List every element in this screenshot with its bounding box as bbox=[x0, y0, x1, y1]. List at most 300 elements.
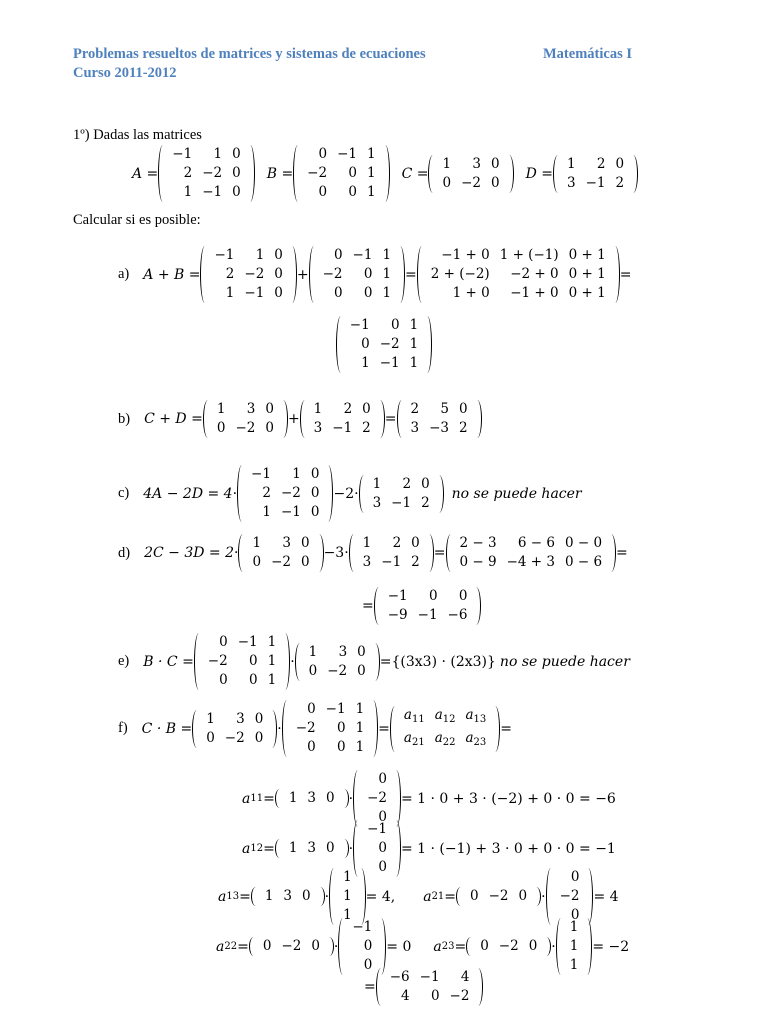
matrix-cell: 0 bbox=[252, 554, 262, 570]
matrix-body bbox=[406, 400, 473, 438]
left-paren bbox=[374, 587, 382, 625]
a21-calc: = 4 bbox=[593, 888, 619, 905]
matrix-cell: 0 bbox=[378, 859, 387, 875]
a21-name: a bbox=[423, 888, 432, 905]
left-paren bbox=[446, 534, 454, 572]
a12-row bbox=[275, 839, 349, 858]
matrix-cell: 0 bbox=[362, 401, 371, 417]
matrix-row bbox=[347, 937, 377, 956]
matrix-body bbox=[260, 887, 316, 906]
equals-sign: = bbox=[454, 938, 467, 955]
matrix-cell: 3 bbox=[246, 401, 256, 417]
a11-name: a bbox=[242, 790, 251, 807]
matrix-row bbox=[555, 868, 585, 887]
matrix-b bbox=[293, 145, 389, 202]
f-matrix-b bbox=[282, 700, 378, 757]
matrix-cell: 1 bbox=[569, 938, 579, 954]
matrix-cell-subscript: 21 bbox=[411, 736, 425, 748]
matrix-row bbox=[358, 553, 425, 572]
matrix-cell: −2 bbox=[281, 938, 302, 954]
left-paren bbox=[300, 400, 308, 438]
left-paren bbox=[203, 400, 211, 438]
matrix-row bbox=[345, 316, 423, 335]
matrix-cell: 1 bbox=[566, 155, 576, 172]
dot-sign: · bbox=[290, 653, 295, 670]
matrix-c-name: C = bbox=[401, 165, 429, 182]
matrix-body bbox=[385, 968, 475, 1006]
dot-sign: · bbox=[234, 545, 239, 561]
dot-sign: · bbox=[324, 888, 330, 905]
matrix-cell: 0 bbox=[265, 401, 274, 417]
right-paren bbox=[543, 937, 551, 956]
matrix-row bbox=[562, 155, 629, 174]
matrix-cell: 1 bbox=[313, 401, 323, 417]
matrix-body bbox=[426, 246, 611, 303]
matrix-cell: −6 bbox=[447, 607, 468, 623]
matrix-cell: 2 bbox=[402, 475, 412, 492]
e-matrix-c bbox=[295, 643, 380, 681]
equals-sign: = bbox=[444, 888, 457, 905]
a13-row bbox=[251, 887, 325, 906]
c-matrix-a bbox=[237, 465, 333, 522]
matrix-cell: 2 − 3 bbox=[459, 535, 497, 551]
matrix-cell-symbol: $a_{11}$ bbox=[403, 706, 425, 725]
right-paren bbox=[316, 534, 324, 572]
a-sum-matrix bbox=[417, 246, 620, 303]
matrix-cell: −6 bbox=[389, 969, 410, 985]
matrix-row bbox=[345, 354, 423, 373]
matrix-cell bbox=[430, 706, 461, 729]
matrix-body bbox=[565, 918, 584, 975]
a13-calc: = 4, bbox=[365, 888, 396, 905]
matrix-cell: −1 bbox=[237, 634, 258, 650]
matrix-row bbox=[291, 700, 369, 719]
matrix-row bbox=[362, 839, 392, 858]
a21-col bbox=[546, 868, 594, 925]
left-paren bbox=[251, 887, 259, 906]
equals-sign: = bbox=[433, 545, 446, 561]
f-a22-a23-line bbox=[216, 918, 629, 975]
matrix-cell: 0 bbox=[274, 285, 283, 301]
matrix-cell: 1 bbox=[206, 710, 215, 727]
matrix-cell: 0 bbox=[206, 729, 215, 746]
matrix-d-name: D = bbox=[525, 165, 553, 182]
matrix-cell: 0 bbox=[300, 554, 310, 570]
matrix-row bbox=[201, 710, 268, 729]
matrix-cell: 1 bbox=[569, 957, 579, 973]
right-paren bbox=[492, 706, 500, 752]
equals-sign: = bbox=[384, 411, 397, 427]
matrix-cell: 0 bbox=[318, 146, 328, 162]
matrix-row bbox=[258, 937, 325, 956]
matrix-row bbox=[565, 937, 584, 956]
matrix-cell: 0 bbox=[363, 957, 373, 973]
matrix-body bbox=[345, 316, 423, 373]
matrix-cell: 1 bbox=[267, 672, 277, 688]
matrix-cell: 3 bbox=[236, 710, 245, 727]
matrix-row bbox=[426, 246, 611, 265]
matrix-row bbox=[426, 284, 611, 303]
matrix-cell: −1 bbox=[244, 285, 265, 301]
matrix-body bbox=[302, 145, 380, 202]
matrix-cell: 0 bbox=[326, 790, 335, 806]
equals-sign: = bbox=[378, 720, 390, 737]
matrix-cell: 0 bbox=[480, 938, 489, 954]
plus-sign: + bbox=[287, 411, 300, 427]
matrix-cell-subscript: 11 bbox=[411, 713, 425, 725]
matrix-cell: 0 bbox=[570, 907, 580, 923]
matrix-cell: 0 bbox=[262, 938, 272, 954]
matrix-cell: 1 bbox=[409, 355, 419, 371]
matrix-cell: 1 bbox=[382, 285, 392, 301]
matrix-cell: 0 bbox=[615, 155, 625, 172]
matrix-cell: 0 + 1 bbox=[568, 285, 606, 301]
matrix-body bbox=[318, 246, 396, 303]
a13-sub: 13 bbox=[226, 891, 240, 902]
matrix-row bbox=[246, 484, 324, 503]
matrix-row bbox=[562, 174, 629, 193]
exercise-e-lhs: B · C = bbox=[143, 653, 194, 670]
matrix-cell: 0 bbox=[363, 266, 373, 282]
matrix-body bbox=[555, 868, 585, 925]
matrix-cell: 0 bbox=[430, 988, 440, 1004]
matrix-cell: 2 bbox=[596, 155, 606, 172]
matrix-cell-subscript: 12 bbox=[442, 713, 456, 725]
right-paren bbox=[280, 400, 288, 438]
matrix-cell: 1 bbox=[343, 869, 352, 885]
matrix-cell: 0 bbox=[307, 701, 316, 717]
dot-sign: · bbox=[354, 485, 359, 502]
a22-name: a bbox=[216, 938, 225, 955]
left-paren bbox=[329, 868, 337, 925]
equals-sign: = bbox=[263, 790, 275, 807]
dot-sign: · bbox=[541, 888, 546, 905]
matrix-cell: −2 bbox=[271, 554, 291, 570]
e-dims: {(3x3) · (2x3)} bbox=[391, 653, 496, 670]
left-paren bbox=[390, 706, 398, 752]
matrix-cell: 3 bbox=[372, 494, 382, 511]
matrix-cell: −2 bbox=[379, 336, 400, 352]
matrix-row bbox=[455, 534, 608, 553]
a22-col bbox=[338, 918, 386, 975]
dot-sign: · bbox=[277, 720, 282, 737]
exercise-a bbox=[118, 246, 631, 303]
left-paren bbox=[456, 887, 464, 906]
matrix-cell: −1 bbox=[379, 355, 400, 371]
matrix-cell: 0 bbox=[518, 888, 528, 904]
matrix-cell: 0 bbox=[254, 729, 264, 746]
right-paren bbox=[397, 246, 405, 303]
left-paren bbox=[309, 246, 317, 303]
matrix-a bbox=[158, 145, 254, 202]
left-paren bbox=[417, 246, 425, 303]
matrix-cell: 2 bbox=[343, 401, 353, 417]
matrix-body bbox=[209, 246, 287, 303]
matrix-cell: 2 bbox=[392, 535, 402, 551]
left-paren bbox=[275, 839, 283, 858]
right-paren bbox=[377, 400, 385, 438]
matrix-cell: −2 bbox=[235, 420, 256, 436]
exercise-a-result bbox=[0, 316, 768, 373]
matrix-cell: 2 bbox=[225, 266, 235, 282]
left-paren bbox=[238, 534, 246, 572]
matrix-cell: 1 bbox=[288, 790, 298, 806]
matrix-cell: 4 bbox=[401, 988, 410, 1004]
matrix-cell: 0 bbox=[326, 840, 335, 856]
matrix-cell: 0 bbox=[391, 317, 400, 333]
matrix-cell: −1 bbox=[417, 607, 438, 623]
exercise-f bbox=[118, 700, 512, 757]
matrix-row bbox=[247, 553, 314, 572]
matrix-row bbox=[383, 587, 473, 606]
matrix-b-name: B = bbox=[266, 165, 294, 182]
matrix-row bbox=[246, 503, 324, 522]
minus-sign: − bbox=[333, 485, 346, 502]
equals-sign: = bbox=[239, 888, 251, 905]
a12-sub: 12 bbox=[250, 843, 264, 854]
a12-calc: = 1 · (−1) + 3 · 0 + 0 · 0 = −1 bbox=[400, 840, 616, 857]
subject-title: Matemáticas I bbox=[543, 46, 632, 62]
matrix-row bbox=[284, 839, 340, 858]
b-matrix-d bbox=[300, 400, 385, 438]
right-paren bbox=[382, 145, 390, 202]
right-paren bbox=[289, 246, 297, 303]
matrix-row bbox=[304, 662, 371, 681]
matrix-cell: 0 bbox=[470, 888, 479, 904]
matrix-row bbox=[426, 265, 611, 284]
d-matrix-d bbox=[349, 534, 434, 572]
right-paren bbox=[584, 918, 592, 975]
a-matrix-b bbox=[309, 246, 405, 303]
matrix-row bbox=[209, 265, 287, 284]
matrix-cell: 0 + 1 bbox=[568, 266, 606, 282]
matrix-body bbox=[368, 475, 435, 513]
matrix-cell-symbol: $a_{21}$ bbox=[403, 729, 425, 748]
matrix-cell: 1 bbox=[382, 247, 392, 263]
matrix-cell: 0 bbox=[310, 504, 320, 520]
matrix-body bbox=[284, 789, 340, 808]
matrix-cell: 0 bbox=[428, 588, 438, 604]
matrix-cell: −1 bbox=[387, 588, 408, 604]
matrix-body bbox=[562, 155, 629, 193]
matrix-cell: 0 bbox=[232, 184, 241, 200]
matrix-row bbox=[309, 419, 376, 438]
matrix-cell: −2 bbox=[207, 653, 228, 669]
e-matrix-b bbox=[194, 633, 290, 690]
right-paren bbox=[358, 868, 366, 925]
matrix-body bbox=[338, 868, 357, 925]
left-paren bbox=[336, 316, 344, 373]
matrix-cell: 0 bbox=[300, 535, 310, 551]
exercise-f-result bbox=[364, 968, 483, 1006]
left-paren bbox=[275, 789, 283, 808]
right-paren bbox=[341, 789, 349, 808]
matrix-cell: −1 bbox=[352, 919, 373, 935]
matrix-cell bbox=[460, 729, 491, 752]
exercise-d-label: d) bbox=[118, 544, 131, 561]
matrix-row bbox=[362, 770, 392, 789]
matrix-cell: 0 bbox=[459, 401, 468, 417]
matrix-cell: −2 bbox=[224, 729, 245, 746]
a12-name: a bbox=[242, 840, 251, 857]
matrix-row bbox=[338, 887, 357, 906]
matrix-cell: 3 bbox=[283, 888, 293, 904]
matrix-cell: 0 bbox=[421, 475, 430, 492]
equals-sign: = bbox=[362, 598, 374, 614]
f-a11-line bbox=[242, 770, 616, 827]
right-paren bbox=[473, 587, 481, 625]
matrix-body bbox=[246, 465, 324, 522]
matrix-cell: 1 + (−1) bbox=[499, 247, 559, 263]
e-no-se-puede: no se puede hacer bbox=[499, 653, 630, 670]
matrix-body bbox=[455, 534, 608, 572]
dot-sign: · bbox=[232, 485, 238, 502]
right-paren bbox=[585, 868, 593, 925]
matrix-cell-subscript: 23 bbox=[473, 736, 487, 748]
right-paren bbox=[506, 155, 514, 193]
problem-intro: 1º) Dadas las matrices bbox=[73, 127, 202, 143]
left-paren bbox=[349, 534, 357, 572]
matrix-cell-subscript: 22 bbox=[442, 736, 456, 748]
matrix-cell: 1 + 0 bbox=[452, 285, 490, 301]
matrix-cell: 0 bbox=[411, 535, 420, 551]
matrix-body bbox=[362, 770, 392, 827]
matrix-cell: 6 − 6 bbox=[517, 535, 555, 551]
matrix-cell: 1 bbox=[252, 535, 262, 551]
matrix-row bbox=[345, 335, 423, 354]
matrix-cell: −2 bbox=[488, 888, 509, 904]
left-paren bbox=[194, 633, 202, 690]
matrix-row bbox=[399, 729, 491, 752]
matrix-cell: 0 bbox=[361, 336, 370, 352]
matrix-row bbox=[555, 887, 585, 906]
exercise-d-lhs: 2C − 3D = 2 bbox=[144, 545, 235, 561]
right-paren bbox=[269, 710, 277, 748]
matrix-cell: 3 bbox=[282, 535, 291, 551]
matrix-cell: 1 bbox=[262, 504, 271, 520]
matrix-cell: −2 + 0 bbox=[510, 266, 559, 282]
matrix-cell: −2 bbox=[280, 485, 301, 501]
matrix-body bbox=[309, 400, 376, 438]
matrix-body bbox=[258, 937, 325, 956]
right-paren bbox=[475, 968, 483, 1006]
matrix-cell: −2 bbox=[559, 888, 580, 904]
matrix-row bbox=[203, 671, 281, 690]
matrix-cell: 0 bbox=[442, 174, 452, 191]
matrix-cell: 0 bbox=[254, 710, 264, 727]
exercise-f-label: f) bbox=[118, 720, 128, 736]
matrix-cell bbox=[430, 729, 461, 752]
matrix-row bbox=[203, 633, 281, 652]
a22-sub: 22 bbox=[224, 941, 238, 952]
dot-sign: · bbox=[344, 545, 349, 561]
matrix-cell: 1 bbox=[355, 739, 365, 755]
matrix-cell: 0 bbox=[333, 247, 343, 263]
matrix-cell: 0 bbox=[336, 720, 346, 736]
matrix-row bbox=[565, 918, 584, 937]
right-paren bbox=[426, 534, 434, 572]
matrix-row bbox=[212, 400, 279, 419]
matrix-cell: 0 bbox=[307, 739, 316, 755]
matrix-row bbox=[383, 606, 473, 625]
right-paren bbox=[612, 246, 620, 303]
matrix-cell: 1 bbox=[308, 643, 318, 660]
matrix-row bbox=[201, 729, 268, 748]
a23-sub: 23 bbox=[441, 941, 455, 952]
matrix-cell: 1 bbox=[382, 266, 392, 282]
matrix-cell: 0 bbox=[249, 653, 258, 669]
left-paren bbox=[158, 145, 166, 202]
f-generic-matrix bbox=[390, 706, 500, 752]
matrix-cell: 0 bbox=[348, 184, 357, 200]
matrix-cell: 0 + 1 bbox=[568, 247, 606, 263]
right-paren bbox=[378, 918, 386, 975]
matrix-cell: 1 bbox=[264, 888, 274, 904]
matrix-cell: 1 bbox=[366, 165, 376, 181]
matrix-cell: 0 bbox=[216, 420, 226, 436]
matrix-body bbox=[201, 710, 268, 748]
matrix-cell: −2 bbox=[449, 988, 470, 1004]
matrix-cell: 0 bbox=[219, 634, 228, 650]
a11-col bbox=[353, 770, 401, 827]
matrix-cell: −9 bbox=[387, 607, 408, 623]
matrix-cell: 0 bbox=[378, 809, 387, 825]
d-matrix-c bbox=[238, 534, 323, 572]
exercise-c-label: c) bbox=[118, 485, 130, 501]
equals-sign: = bbox=[364, 979, 376, 995]
left-paren bbox=[556, 918, 564, 975]
matrix-row bbox=[167, 164, 245, 183]
a23-name: a bbox=[433, 938, 442, 955]
matrix-row bbox=[475, 937, 542, 956]
a22-row bbox=[249, 937, 334, 956]
left-paren bbox=[192, 710, 200, 748]
exercise-e bbox=[118, 633, 630, 690]
matrix-cell: 1 bbox=[255, 247, 265, 263]
dot-sign: · bbox=[551, 938, 556, 955]
matrix-cell: 0 bbox=[310, 466, 320, 482]
equals-sign: = bbox=[405, 266, 417, 283]
matrix-cell: −1 bbox=[172, 146, 193, 162]
right-paren bbox=[247, 145, 255, 202]
exercise-f-lhs: C · B = bbox=[141, 720, 193, 737]
matrix-cell bbox=[399, 706, 430, 729]
matrix-cell: 0 bbox=[232, 146, 241, 162]
left-paren bbox=[338, 918, 346, 975]
d-coef: 3 bbox=[335, 545, 345, 561]
matrix-cell: −1 bbox=[325, 701, 346, 717]
document-title: Problemas resueltos de matrices y sistemas de ecuaciones bbox=[73, 46, 426, 62]
matrix-cell: 3 bbox=[566, 174, 576, 191]
right-paren bbox=[372, 643, 380, 681]
matrix-cell: −1 bbox=[251, 466, 271, 482]
matrix-row bbox=[318, 284, 396, 303]
matrix-cell bbox=[399, 729, 430, 752]
matrix-cell-symbol: $a_{22}$ bbox=[434, 729, 456, 748]
matrix-row bbox=[437, 155, 504, 174]
matrix-cell: 0 bbox=[528, 938, 538, 954]
right-paren bbox=[424, 316, 432, 373]
matrix-body bbox=[212, 400, 279, 438]
exercise-c-lhs: 4A − 2D = 4 bbox=[143, 485, 233, 502]
exercise-b-lhs: C + D = bbox=[144, 411, 203, 427]
left-paren bbox=[546, 868, 554, 925]
a11-calc: = 1 · 0 + 3 · (−2) + 0 · 0 = −6 bbox=[400, 790, 616, 807]
matrix-cell: 2 bbox=[411, 554, 420, 570]
matrix-cell: 1 bbox=[292, 466, 301, 482]
matrix-cell: 1 bbox=[569, 919, 579, 935]
matrix-cell: 0 bbox=[274, 247, 283, 263]
